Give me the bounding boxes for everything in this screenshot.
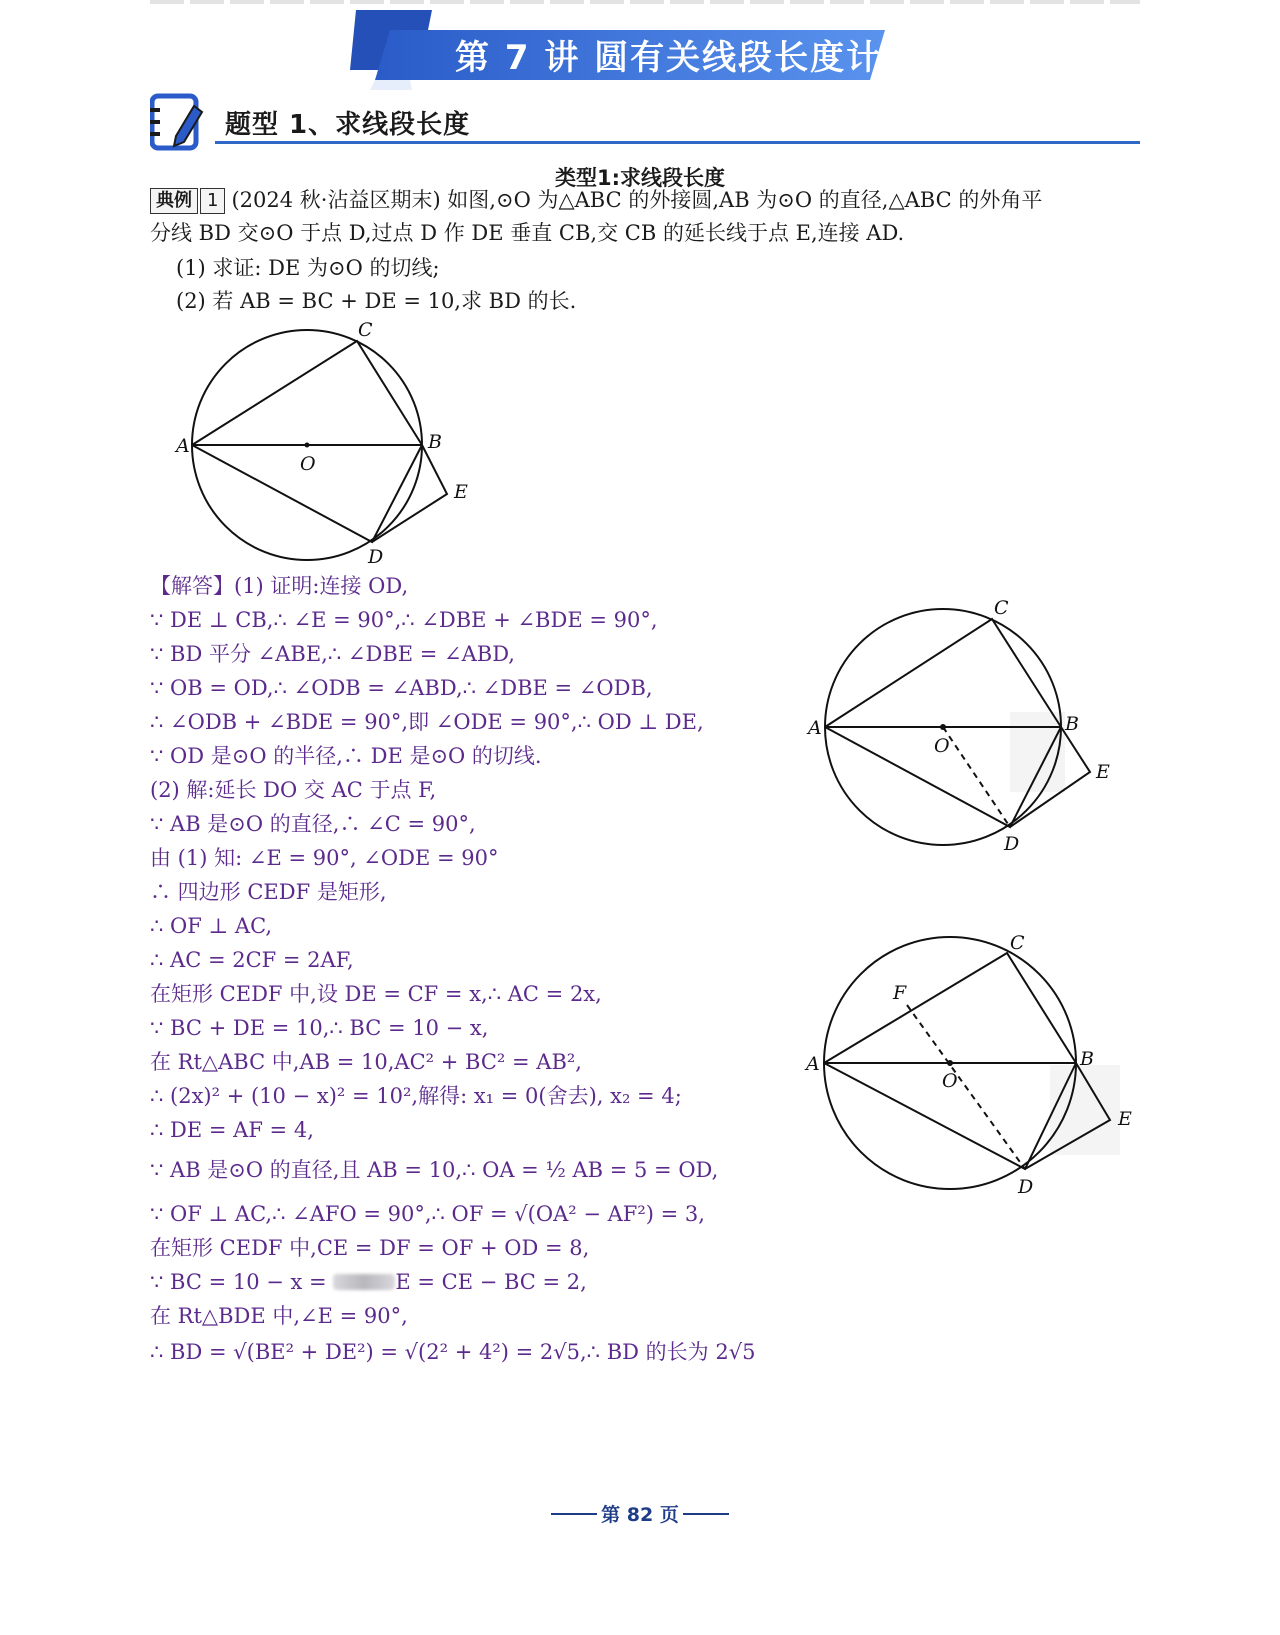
question-part-1: (1) 求证: DE 为⊙O 的切线; xyxy=(176,256,440,280)
solution-line: ∴ AC = 2CF = 2AF, xyxy=(150,948,354,972)
solution-line: ∵ OB = OD,∴ ∠ODB = ∠ABD,∴ ∠DBE = ∠ODB, xyxy=(150,676,653,700)
solution-line: ∴ DE = AF = 4, xyxy=(150,1118,314,1142)
solution-line: 在 Rt△ABC 中,AB = 10,AC² + BC² = AB², xyxy=(150,1050,582,1074)
question-part-2: (2) 若 AB = BC + DE = 10,求 BD 的长. xyxy=(176,289,577,313)
svg-text:C: C xyxy=(1010,935,1025,954)
solution-line: ∵ DE ⊥ CB,∴ ∠E = 90°,∴ ∠DBE + ∠BDE = 90°, xyxy=(150,608,658,632)
banner-title: 第 7 讲 圆有关线段长度计算 xyxy=(455,38,919,78)
svg-text:A: A xyxy=(808,717,822,739)
solution-line: ∵ AB 是⊙O 的直径,且 AB = 10,∴ OA = ½ AB = 5 = OD, xyxy=(150,1158,719,1182)
solution-line: ∴ 四边形 CEDF 是矩形, xyxy=(150,880,387,904)
svg-text:A: A xyxy=(806,1053,820,1075)
solution-line: ∵ OD 是⊙O 的半径,∴ DE 是⊙O 的切线. xyxy=(150,744,542,768)
solution-line: ∵ BC = 10 − x = E = CE − BC = 2, xyxy=(150,1270,587,1294)
solution-line: 在矩形 CEDF 中,设 DE = CF = x,∴ AC = 2x, xyxy=(150,982,602,1006)
solution-line: (2) 解:延长 DO 交 AC 于点 F, xyxy=(150,778,437,802)
svg-text:B: B xyxy=(1080,1048,1094,1070)
example-tag: 典例 xyxy=(150,188,198,214)
svg-text:C: C xyxy=(994,597,1009,619)
svg-text:D: D xyxy=(1018,1176,1034,1198)
svg-text:C: C xyxy=(358,319,373,341)
top-border xyxy=(150,0,1140,4)
svg-text:D: D xyxy=(1004,833,1020,852)
type-title: 类型1:求线段长度 xyxy=(554,166,725,190)
solution-line: ∵ OF ⊥ AC,∴ ∠AFO = 90°,∴ OF = √(OA² − AF²) = 3, xyxy=(150,1202,705,1226)
solution-line: ∵ BD 平分 ∠ABE,∴ ∠DBE = ∠ABD, xyxy=(150,642,515,666)
svg-text:E: E xyxy=(1096,761,1110,783)
footer-dash xyxy=(551,1513,597,1515)
svg-text:O: O xyxy=(942,1070,958,1092)
section-title: 题型 1、求线段长度 xyxy=(225,110,471,140)
figure-1 xyxy=(170,318,490,573)
example-number: 1 xyxy=(200,188,225,214)
footer-dash xyxy=(683,1513,729,1515)
solution-line: 在 Rt△BDE 中,∠E = 90°, xyxy=(150,1304,408,1328)
solution-line: ∵ BC + DE = 10,∴ BC = 10 − x, xyxy=(150,1016,489,1040)
redacted-blur xyxy=(333,1274,395,1290)
solution-line: ∵ AB 是⊙O 的直径,∴ ∠C = 90°, xyxy=(150,812,476,836)
svg-text:B: B xyxy=(428,431,442,453)
svg-text:O: O xyxy=(934,735,950,757)
svg-text:E: E xyxy=(454,481,468,503)
solution-line: ∴ ∠ODB + ∠BDE = 90°,即 ∠ODE = 90°,∴ OD ⊥ DE, xyxy=(150,710,704,734)
svg-text:D: D xyxy=(368,546,384,568)
svg-text:E: E xyxy=(1118,1108,1132,1130)
figure-3 xyxy=(800,935,1160,1205)
solution-line: ∴ BD = √(BE² + DE²) = √(2² + 4²) = 2√5,∴ BD 的长为 2√5 xyxy=(150,1340,756,1364)
solution-line: 在矩形 CEDF 中,CE = DF = OF + OD = 8, xyxy=(150,1236,590,1260)
solution-line: 【解答】(1) 证明:连接 OD, xyxy=(150,574,409,598)
solution-line: ∴ OF ⊥ AC, xyxy=(150,914,273,938)
solution-line: 由 (1) 知: ∠E = 90°, ∠ODE = 90° xyxy=(150,846,499,870)
figure-2 xyxy=(800,592,1130,852)
svg-text:B: B xyxy=(1065,713,1079,735)
svg-text:F: F xyxy=(893,982,907,1004)
svg-text:O: O xyxy=(300,453,316,475)
page-number: 第 82 页 xyxy=(601,1504,679,1526)
example-line: 典例 1 (2024 秋·沾益区期末) 如图,⊙O 为△ABC 的外接圆,AB 为⊙O 的直径,△ABC 的外角平 xyxy=(150,186,1042,214)
solution-line: ∴ (2x)² + (10 − x)² = 10²,解得: x₁ = 0(舍去), x₂ = 4; xyxy=(150,1084,682,1108)
page-footer xyxy=(0,1500,1280,1527)
svg-text:A: A xyxy=(176,435,190,457)
section-rule xyxy=(215,141,1140,144)
example-line: 分线 BD 交⊙O 于点 D,过点 D 作 DE 垂直 CB,交 CB 的延长线于点 E,连接 AD. xyxy=(150,221,905,245)
